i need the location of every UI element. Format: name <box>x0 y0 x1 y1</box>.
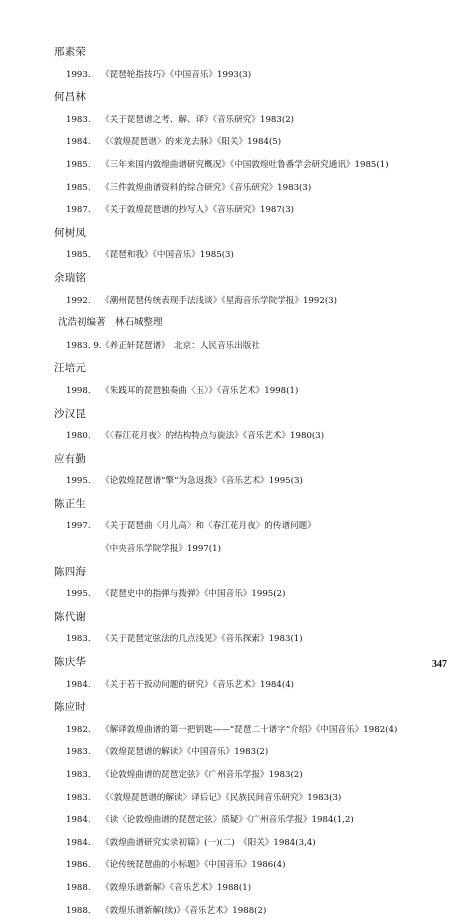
entry-year: 1983. <box>66 770 91 780</box>
entry-year: 1998. <box>66 385 91 396</box>
entry-citation: 《关于琵琶曲〈月儿高〉和〈春江花月夜〉的传谱问题》 <box>101 521 316 532</box>
bibliography-entry <box>52 425 462 448</box>
bibliography-entry <box>52 154 462 177</box>
entry-year: 1995. <box>66 476 91 487</box>
bibliography-entry <box>52 64 462 87</box>
bibliography-entry <box>52 244 462 267</box>
bibliography-entry <box>52 787 462 810</box>
entry-citation: 《〈敦煌琵琶谱的解读〉译后记》《民族民间音乐研究》1983(3) <box>101 792 342 803</box>
entry-citation: 《解译敦煌曲谱的第一把钥匙——“琵琶二十谱字”介绍》《中国音乐》1982(4) <box>101 724 398 735</box>
author-name: 陈四海 <box>54 565 87 578</box>
author-name: 何树凤 <box>54 226 87 239</box>
entry-year: 1983. 9. <box>66 340 102 351</box>
bibliography-entry <box>52 741 462 764</box>
entry-year: 1988. <box>66 882 91 893</box>
entry-citation: 《琵琶史中的指弹与拨弹》《中国音乐》1995(2) <box>101 589 286 600</box>
entry-year: 1985. <box>66 182 91 193</box>
entry-year: 1985. <box>66 159 91 170</box>
entry-citation: 《三年来国内敦煌曲谱研究概况》《中国敦煌吐鲁番学会研究通讯》1985(1) <box>101 159 389 170</box>
author-name: 邢素荣 <box>54 46 87 58</box>
bibliography-entry <box>52 290 462 313</box>
entry-year: 1983. <box>66 114 91 125</box>
bibliography-entry <box>52 674 462 697</box>
entry-citation: 《关于若干扳动问题的研究》《音乐艺术》1984(4) <box>101 679 295 690</box>
entry-year: 1983. <box>66 792 91 803</box>
bibliography-entry <box>52 109 462 132</box>
bibliography-list <box>52 41 462 922</box>
entry-citation: 《敦煌曲谱研究实录初篇》(一)(二) 《阳关》1984(3,4) <box>101 837 316 848</box>
bibliography-entry <box>52 335 462 358</box>
author-name: 沙汉昆 <box>54 407 87 420</box>
author-name: 应有勤 <box>54 452 87 465</box>
bibliography-entry <box>52 832 462 855</box>
entry-citation: 《读〈论敦煌曲谱的琵琶定弦〉质疑》《广州音乐学报》1984(1,2) <box>101 815 354 826</box>
bibliography-entry <box>52 380 462 403</box>
entry-continuation: 《中央音乐学院学报》1997(1) <box>101 544 221 555</box>
entry-year: 1982. <box>66 724 91 735</box>
bibliography-entry <box>52 199 462 222</box>
bibliography-entry <box>52 628 462 651</box>
entry-citation: 《敦煌乐谱新解》《音乐艺术》1988(1) <box>101 882 252 893</box>
entry-year: 1984. <box>66 837 91 848</box>
bibliography-entry <box>52 515 462 538</box>
entry-year: 1992. <box>66 295 91 306</box>
author-name: 陈代谢 <box>54 610 87 623</box>
entry-year: 1993. <box>66 69 91 80</box>
bibliography-entry <box>52 854 462 877</box>
entry-year: 1987. <box>66 205 91 216</box>
entry-citation: 《朱践耳的琵琶独奏曲〈玉〉》《音乐艺术》1998(1) <box>101 385 299 396</box>
page-number: 347 <box>432 659 447 670</box>
author-name: 陈应时 <box>54 701 87 714</box>
entry-citation: 《论敦煌琵琶谱“擎”为急返拨》《音乐艺术》1995(3) <box>101 476 303 487</box>
entry-citation: 《养正轩琵琶谱》 北京：人民音乐出版社 <box>101 340 260 351</box>
entry-year: 1984. <box>66 815 91 826</box>
entry-citation: 《〈敦煌琵琶谱〉的来龙去脉》《阳关》1984(5) <box>101 137 282 148</box>
entry-citation: 《琵琶轮指技巧》《中国音乐》1993(3) <box>101 69 252 80</box>
entry-year: 1983. <box>66 747 91 758</box>
bibliography-entry <box>52 470 462 493</box>
entry-citation: 《三件敦煌曲谱资料的综合研究》《音乐研究》1983(3) <box>101 182 312 193</box>
entry-citation: 《〈春江花月夜〉的结构特点与旋法》《音乐艺术》1980(3) <box>101 431 325 442</box>
entry-citation: 《关于敦煌琵琶谱的抄写人》《音乐研究》1987(3) <box>101 205 295 216</box>
bibliography-entry <box>52 877 462 900</box>
author-name: 陈庆华 <box>54 656 87 669</box>
entry-citation: 《关于琵琶定弦法的几点浅见》《音乐探索》1983(1) <box>101 634 303 645</box>
entry-citation: 《论传统琵琶曲的小标题》《中国音乐》1986(4) <box>101 860 286 871</box>
entry-year: 1980. <box>66 431 91 442</box>
entry-year: 1988. <box>66 905 91 916</box>
bibliography-entry <box>52 809 462 832</box>
entry-year: 1983. <box>66 634 91 645</box>
entry-citation: 《关于琵琶谱之考、解、译》《音乐研究》1983(2) <box>101 114 295 125</box>
entry-citation: 《潮州琵琶传统表现手法浅谈》《星海音乐学院学报》1992(3) <box>101 295 337 306</box>
author-name: 余瑞铭 <box>54 271 87 284</box>
entry-year: 1997. <box>66 521 91 532</box>
bibliography-entry <box>52 177 462 200</box>
entry-year: 1984. <box>66 137 91 148</box>
entry-year: 1995. <box>66 589 91 600</box>
bibliography-entry <box>52 131 462 154</box>
bibliography-entry <box>52 583 462 606</box>
entry-year: 1984. <box>66 679 91 690</box>
author-credit: 沈浩初编著 林石城整理 <box>58 317 163 329</box>
entry-year: 1986. <box>66 860 91 871</box>
entry-citation: 《敦煌乐谱新解(续)》《音乐艺术》1988(2) <box>101 905 267 916</box>
entry-year: 1985. <box>66 250 91 261</box>
entry-citation: 《论敦煌曲谱的琵琶定弦》《广州音乐学报》1983(2) <box>101 770 303 780</box>
bibliography-entry <box>52 900 462 922</box>
author-name: 陈正生 <box>54 497 87 510</box>
bibliography-entry <box>52 719 462 742</box>
entry-citation: 《敦煌琵琶谱的解读》《中国音乐》1983(2) <box>101 747 269 758</box>
author-name: 汪培元 <box>54 362 87 375</box>
bibliography-entry <box>52 764 462 787</box>
entry-citation: 《琵琶和我》《中国音乐》1985(3) <box>101 250 234 261</box>
author-name: 何昌林 <box>54 91 87 104</box>
